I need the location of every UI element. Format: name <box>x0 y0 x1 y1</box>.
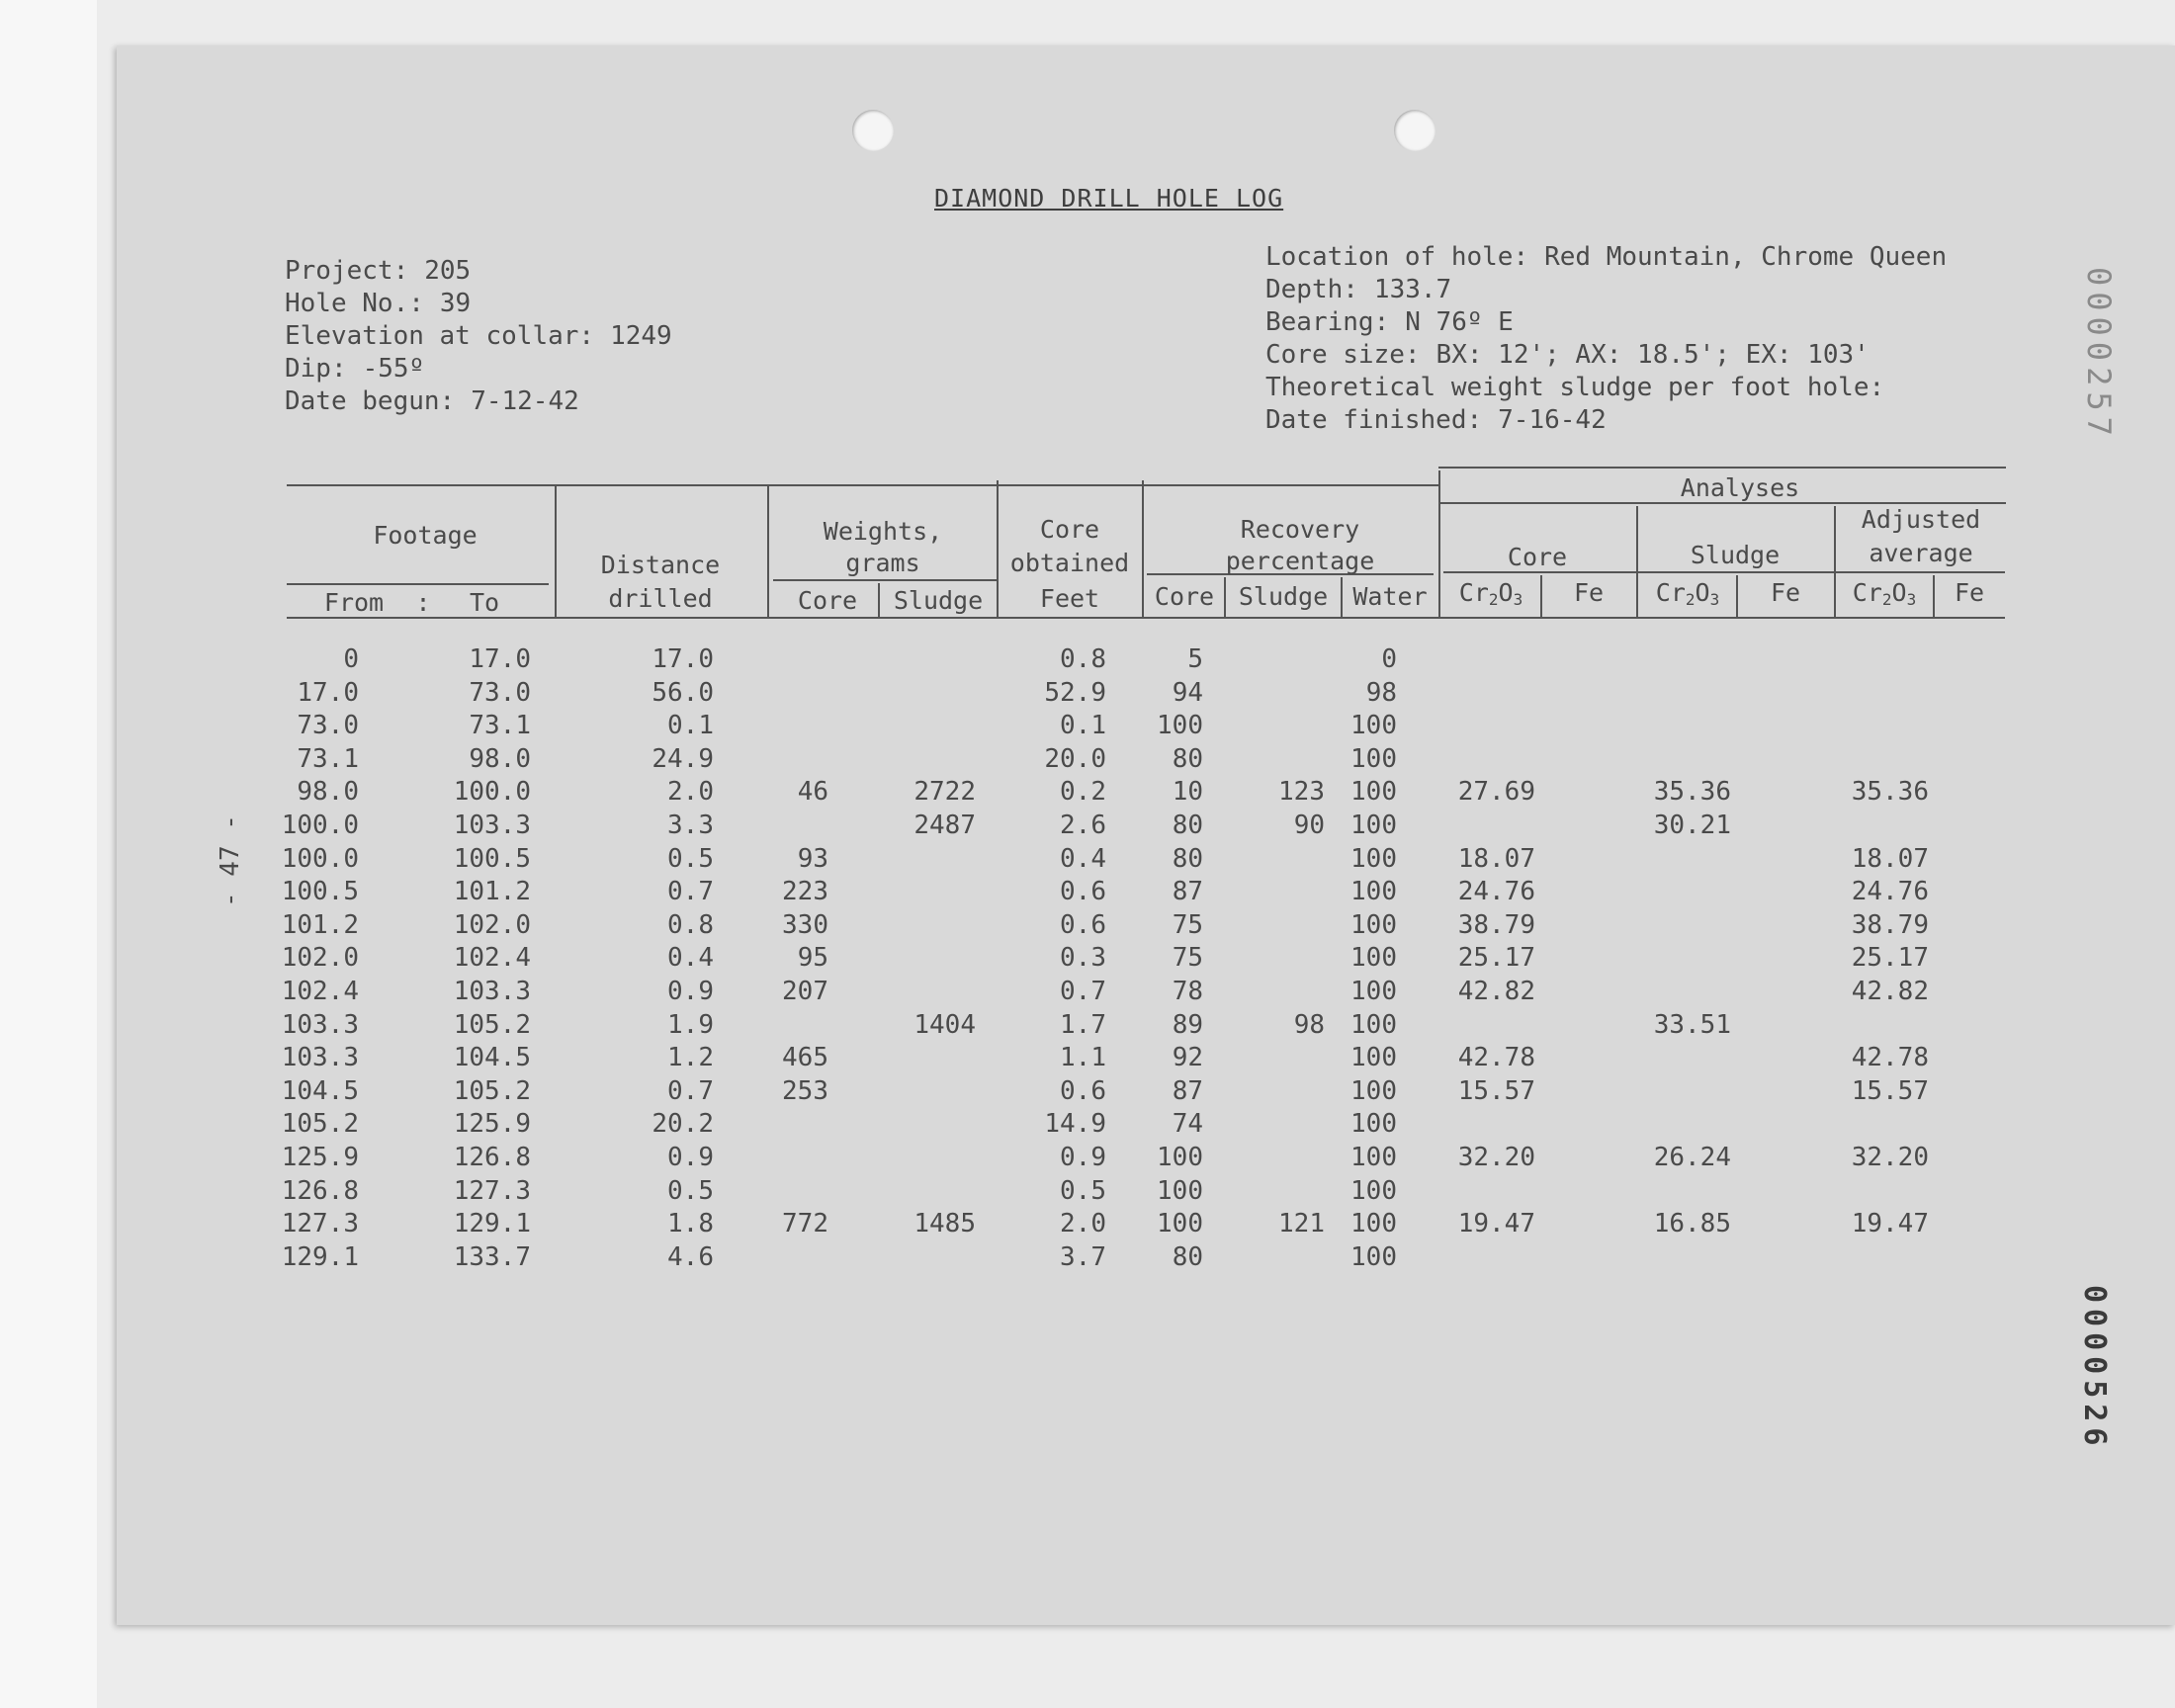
cell-to: 126.8 <box>453 1143 531 1172</box>
cell-weight-core: 223 <box>782 877 828 907</box>
cell-to: 101.2 <box>453 877 531 907</box>
cell-from: 129.1 <box>281 1241 359 1272</box>
cell-to: 102.4 <box>453 943 531 974</box>
cell-recovery-water: 100 <box>1350 1075 1397 1106</box>
cell-recovery-water: 100 <box>1350 743 1397 774</box>
cell-weight-core: 253 <box>782 1075 828 1106</box>
archive-stamp-top: 0000257 <box>2080 267 2118 442</box>
cell-core-feet: 0.9 <box>1060 1143 1106 1172</box>
bearing-row: Bearing: N 76º E <box>1265 307 1514 337</box>
cell-core-cr2o3: 15.57 <box>1457 1075 1535 1106</box>
cell-from: 73.0 <box>297 711 359 741</box>
cell-recovery-core: 100 <box>1157 1175 1203 1206</box>
cell-distance: 20.2 <box>652 1109 714 1140</box>
cell-from: 0 <box>343 644 359 674</box>
cell-recovery-water: 100 <box>1350 943 1397 974</box>
cell-core-cr2o3: 32.20 <box>1457 1143 1535 1172</box>
cell-core-feet: 3.7 <box>1060 1241 1106 1272</box>
cell-weight-core: 465 <box>782 1043 828 1073</box>
cell-distance: 4.6 <box>667 1241 714 1272</box>
cell-from: 103.3 <box>281 1043 359 1073</box>
cell-distance: 0.9 <box>667 977 714 1006</box>
sludge-weight-row: Theoretical weight sludge per foot hole: <box>1265 373 1885 402</box>
cell-recovery-core: 75 <box>1172 909 1203 940</box>
cell-to: 98.0 <box>469 743 531 774</box>
cell-from: 103.3 <box>281 1009 359 1040</box>
location-row: Location of hole: Red Mountain, Chrome Queen <box>1265 242 1948 272</box>
cell-distance: 0.5 <box>667 1175 714 1206</box>
cell-distance: 56.0 <box>652 677 714 708</box>
archive-stamp-bottom: 0000526 <box>2077 1285 2112 1452</box>
cell-recovery-core: 87 <box>1172 1075 1203 1106</box>
obtained-header: obtained <box>1009 549 1130 577</box>
weight-core-header: Core <box>797 586 858 615</box>
cell-adjusted-cr2o3: 25.17 <box>1851 943 1929 974</box>
from-header: From <box>323 588 385 617</box>
adjusted-cr2o3-header: $Cr_2O_3$ <box>1852 578 1917 609</box>
percentage-header: percentage <box>1225 547 1375 575</box>
drilled-header: drilled <box>608 584 713 613</box>
cell-recovery-water: 100 <box>1350 1109 1397 1140</box>
depth-row: Depth: 133.7 <box>1265 275 1452 304</box>
cell-from: 102.0 <box>281 943 359 974</box>
cell-core-cr2o3: 18.07 <box>1457 843 1535 874</box>
recovery-header: Recovery <box>1240 515 1360 544</box>
cell-recovery-water: 100 <box>1350 843 1397 874</box>
cell-core-feet: 0.4 <box>1060 843 1106 874</box>
date-finished-row: Date finished: 7-16-42 <box>1265 405 1607 435</box>
cell-distance: 0.5 <box>667 843 714 874</box>
rule-footage-sub <box>287 583 549 585</box>
cell-recovery-sludge: 121 <box>1278 1209 1325 1239</box>
cell-recovery-core: 100 <box>1157 1209 1203 1239</box>
cell-core-cr2o3: 27.69 <box>1457 777 1535 808</box>
cell-recovery-sludge: 90 <box>1293 811 1325 840</box>
vrule-w <box>878 583 880 617</box>
cell-recovery-water: 100 <box>1350 1043 1397 1073</box>
cell-recovery-core: 87 <box>1172 877 1203 907</box>
cell-weight-core: 330 <box>782 909 828 940</box>
cell-adjusted-cr2o3: 18.07 <box>1851 843 1929 874</box>
rule-header-bottom <box>287 617 2005 619</box>
project-info <box>285 255 688 418</box>
cell-adjusted-cr2o3: 42.82 <box>1851 977 1929 1006</box>
cell-core-cr2o3: 24.76 <box>1457 877 1535 907</box>
cell-distance: 0.4 <box>667 943 714 974</box>
cell-sludge-cr2o3: 26.24 <box>1653 1143 1731 1172</box>
cell-core-feet: 1.1 <box>1060 1043 1106 1073</box>
feet-header: Feet <box>1039 584 1100 613</box>
cell-weight-core: 772 <box>782 1209 828 1239</box>
cell-core-feet: 0.6 <box>1060 1075 1106 1106</box>
cell-weight-core: 93 <box>797 843 828 874</box>
cell-weight-sludge: 2722 <box>914 777 976 808</box>
core-cr2o3-header: $Cr_2O_3$ <box>1458 578 1523 609</box>
date-begun-row: Date begun: 7-12-42 <box>285 386 579 416</box>
cell-recovery-water: 100 <box>1350 1175 1397 1206</box>
cell-to: 127.3 <box>453 1175 531 1206</box>
sludge-cr2o3-header: $Cr_2O_3$ <box>1655 578 1720 609</box>
vrule-1 <box>555 484 557 617</box>
cell-to: 105.2 <box>453 1075 531 1106</box>
cell-weight-core: 46 <box>797 777 828 808</box>
cell-from: 102.4 <box>281 977 359 1006</box>
cell-core-feet: 0.5 <box>1060 1175 1106 1206</box>
cell-sludge-cr2o3: 30.21 <box>1653 811 1731 840</box>
sludge-fe-header: Fe <box>1770 578 1801 607</box>
cell-recovery-core: 94 <box>1172 677 1203 708</box>
cell-core-feet: 0.2 <box>1060 777 1106 808</box>
core-fe-header: Fe <box>1573 578 1605 607</box>
cell-adjusted-cr2o3: 19.47 <box>1851 1209 1929 1239</box>
cell-core-feet: 14.9 <box>1044 1109 1106 1140</box>
analyses-header: Analyses <box>1680 473 1800 502</box>
punch-hole-left <box>852 110 894 151</box>
cell-recovery-water: 100 <box>1350 777 1397 808</box>
punch-hole-right <box>1394 110 1436 151</box>
page-number: - 47 - <box>216 814 245 907</box>
cell-from: 125.9 <box>281 1143 359 1172</box>
cell-weight-sludge: 1404 <box>914 1009 976 1040</box>
cell-core-cr2o3: 42.82 <box>1457 977 1535 1006</box>
cell-from: 126.8 <box>281 1175 359 1206</box>
cell-from: 105.2 <box>281 1109 359 1140</box>
cell-recovery-core: 100 <box>1157 711 1203 741</box>
cell-sludge-cr2o3: 33.51 <box>1653 1009 1731 1040</box>
vrule-4 <box>1142 480 1144 617</box>
to-header: To <box>469 588 500 617</box>
cell-to: 102.0 <box>453 909 531 940</box>
cell-core-feet: 0.1 <box>1060 711 1106 741</box>
adjusted-fe-header: Fe <box>1954 578 1985 607</box>
footage-separator: : <box>415 588 431 617</box>
cell-distance: 17.0 <box>652 644 714 674</box>
cell-from: 101.2 <box>281 909 359 940</box>
cell-to: 129.1 <box>453 1209 531 1239</box>
distance-header: Distance <box>600 551 721 579</box>
recovery-water-header: Water <box>1352 582 1428 611</box>
cell-recovery-core: 75 <box>1172 943 1203 974</box>
cell-weight-sludge: 2487 <box>914 811 976 840</box>
cell-recovery-core: 80 <box>1172 1241 1203 1272</box>
document-title: DIAMOND DRILL HOLE LOG <box>934 184 1284 213</box>
cell-distance: 1.8 <box>667 1209 714 1239</box>
cell-adjusted-cr2o3: 24.76 <box>1851 877 1929 907</box>
cell-recovery-water: 0 <box>1381 644 1397 674</box>
cell-core-feet: 0.7 <box>1060 977 1106 1006</box>
cell-adjusted-cr2o3: 42.78 <box>1851 1043 1929 1073</box>
cell-recovery-water: 98 <box>1365 677 1397 708</box>
cell-from: 98.0 <box>297 777 359 808</box>
scan-margin <box>0 0 97 1708</box>
cell-recovery-water: 100 <box>1350 711 1397 741</box>
cell-distance: 2.0 <box>667 777 714 808</box>
footage-header: Footage <box>373 521 478 550</box>
average-header: average <box>1869 539 1973 567</box>
cell-recovery-water: 100 <box>1350 1143 1397 1172</box>
cell-to: 103.3 <box>453 811 531 840</box>
cell-distance: 24.9 <box>652 743 714 774</box>
cell-weight-core: 207 <box>782 977 828 1006</box>
cell-core-cr2o3: 19.47 <box>1457 1209 1535 1239</box>
cell-core-feet: 20.0 <box>1044 743 1106 774</box>
cell-to: 103.3 <box>453 977 531 1006</box>
cell-sludge-cr2o3: 16.85 <box>1653 1209 1731 1239</box>
weight-sludge-header: Sludge <box>893 586 984 615</box>
cell-to: 17.0 <box>469 644 531 674</box>
cell-to: 100.5 <box>453 843 531 874</box>
cell-recovery-core: 92 <box>1172 1043 1203 1073</box>
cell-from: 100.0 <box>281 811 359 840</box>
vrule-6 <box>1636 506 1638 617</box>
core-size-row: Core size: BX: 12'; AX: 18.5'; EX: 103' <box>1265 340 1870 370</box>
cell-recovery-core: 78 <box>1172 977 1203 1006</box>
cell-recovery-water: 100 <box>1350 909 1397 940</box>
cell-to: 73.1 <box>469 711 531 741</box>
cell-from: 100.5 <box>281 877 359 907</box>
cell-from: 17.0 <box>297 677 359 708</box>
cell-recovery-core: 100 <box>1157 1143 1203 1172</box>
cell-sludge-cr2o3: 35.36 <box>1653 777 1731 808</box>
cell-to: 73.0 <box>469 677 531 708</box>
cell-distance: 0.7 <box>667 1075 714 1106</box>
cell-to: 125.9 <box>453 1109 531 1140</box>
cell-recovery-core: 80 <box>1172 811 1203 840</box>
analyses-sludge-header: Sludge <box>1690 541 1781 569</box>
core-obtained-header: Core <box>1039 515 1100 544</box>
vrule-5 <box>1438 470 1440 617</box>
cell-recovery-water: 100 <box>1350 1241 1397 1272</box>
cell-from: 104.5 <box>281 1075 359 1106</box>
elevation-row: Elevation at collar: 1249 <box>285 321 672 351</box>
cell-recovery-core: 80 <box>1172 843 1203 874</box>
cell-recovery-sludge: 123 <box>1278 777 1325 808</box>
analyses-core-header: Core <box>1507 543 1568 571</box>
rule-table-top <box>287 484 1438 486</box>
cell-recovery-water: 100 <box>1350 977 1397 1006</box>
cell-adjusted-cr2o3: 38.79 <box>1851 909 1929 940</box>
cell-to: 104.5 <box>453 1043 531 1073</box>
cell-recovery-water: 100 <box>1350 811 1397 840</box>
cell-distance: 3.3 <box>667 811 714 840</box>
cell-from: 73.1 <box>297 743 359 774</box>
cell-recovery-core: 5 <box>1187 644 1203 674</box>
recovery-sludge-header: Sludge <box>1238 582 1329 611</box>
cell-distance: 1.9 <box>667 1009 714 1040</box>
cell-core-feet: 1.7 <box>1060 1009 1106 1040</box>
cell-from: 127.3 <box>281 1209 359 1239</box>
recovery-core-header: Core <box>1154 582 1215 611</box>
project-row: Project: 205 <box>285 256 472 286</box>
cell-core-feet: 0.8 <box>1060 644 1106 674</box>
cell-weight-sludge: 1485 <box>914 1209 976 1239</box>
cell-core-feet: 0.6 <box>1060 909 1106 940</box>
cell-recovery-water: 100 <box>1350 1209 1397 1239</box>
cell-distance: 0.1 <box>667 711 714 741</box>
hole-info <box>1265 241 1962 437</box>
cell-to: 105.2 <box>453 1009 531 1040</box>
cell-core-feet: 2.0 <box>1060 1209 1106 1239</box>
vrule-2 <box>767 484 769 617</box>
cell-distance: 1.2 <box>667 1043 714 1073</box>
cell-recovery-core: 10 <box>1172 777 1203 808</box>
cell-to: 133.7 <box>453 1241 531 1272</box>
cell-to: 100.0 <box>453 777 531 808</box>
cell-recovery-sludge: 98 <box>1293 1009 1325 1040</box>
cell-core-cr2o3: 42.78 <box>1457 1043 1535 1073</box>
cell-adjusted-cr2o3: 35.36 <box>1851 777 1929 808</box>
cell-distance: 0.7 <box>667 877 714 907</box>
cell-distance: 0.8 <box>667 909 714 940</box>
cell-recovery-core: 80 <box>1172 743 1203 774</box>
grams-header: grams <box>845 549 920 577</box>
cell-adjusted-cr2o3: 15.57 <box>1851 1075 1929 1106</box>
rule-analyses-top <box>1438 467 2006 469</box>
cell-distance: 0.9 <box>667 1143 714 1172</box>
weights-header: Weights, <box>823 517 943 546</box>
cell-adjusted-cr2o3: 32.20 <box>1851 1143 1929 1172</box>
cell-core-feet: 0.3 <box>1060 943 1106 974</box>
cell-core-cr2o3: 25.17 <box>1457 943 1535 974</box>
cell-core-cr2o3: 38.79 <box>1457 909 1535 940</box>
dip-row: Dip: -55º <box>285 354 425 384</box>
cell-recovery-water: 100 <box>1350 877 1397 907</box>
cell-core-feet: 2.6 <box>1060 811 1106 840</box>
cell-recovery-water: 100 <box>1350 1009 1397 1040</box>
cell-recovery-core: 89 <box>1172 1009 1203 1040</box>
cell-weight-core: 95 <box>797 943 828 974</box>
rule-weights-sub <box>773 579 997 581</box>
adjusted-header: Adjusted <box>1861 505 1981 534</box>
cell-core-feet: 0.6 <box>1060 877 1106 907</box>
cell-core-feet: 52.9 <box>1044 677 1106 708</box>
cell-recovery-core: 74 <box>1172 1109 1203 1140</box>
cell-from: 100.0 <box>281 843 359 874</box>
hole-no-row: Hole No.: 39 <box>285 289 472 318</box>
